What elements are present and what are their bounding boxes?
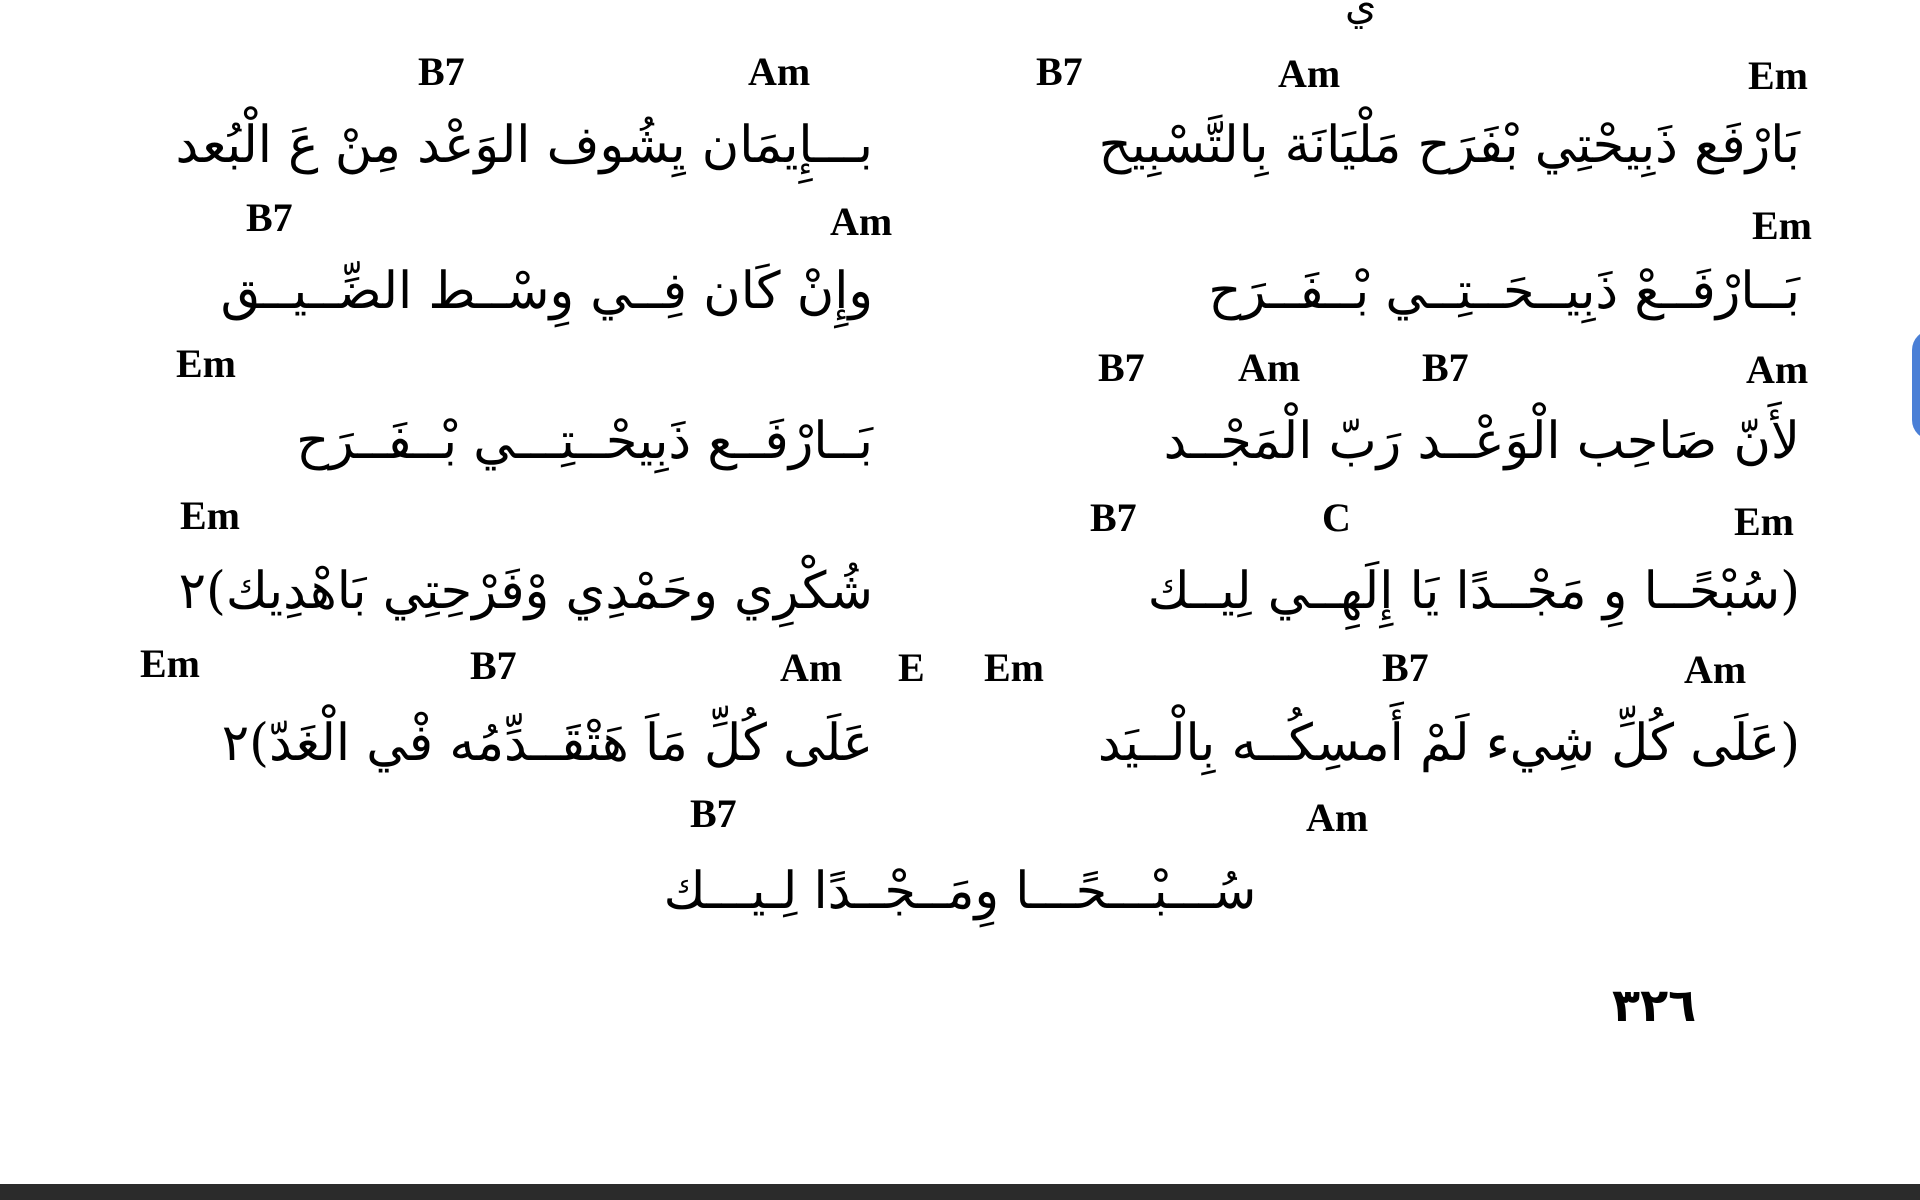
chord-label: B7 (1382, 645, 1429, 690)
chord-label: Am (748, 49, 811, 94)
lyric-line-4-right: (سُبْحًــا وِ مَجْــدًا يَا إِلَهِــي لِيــك (1147, 562, 1800, 621)
lyric-line-3-right: لأَنّ صَاحِب الْوَعْــد رَبّ الْمَجْــد (1163, 412, 1800, 471)
chord-label: Am (1238, 345, 1301, 390)
chord-label: Em (140, 641, 200, 686)
chord-label: Em (1748, 53, 1808, 98)
chord-label: B7 (1090, 495, 1137, 540)
lyric-line-2-left: وإِنْ كَان فِــي وِسْــط الضِّــيــق (220, 262, 873, 321)
chord-label: B7 (418, 49, 465, 94)
chord-label: E (898, 645, 925, 690)
chord-label: B7 (1036, 49, 1083, 94)
chord-label: Em (1734, 499, 1794, 544)
cut-off-top-text: ي (1345, 0, 1377, 29)
lyric-line-3-left: بَــارْفَــع ذَبِيحْــتِـــي بْــفَــرَح (296, 412, 873, 471)
chord-label: Em (176, 341, 236, 386)
chord-label: Am (1746, 347, 1809, 392)
chord-label: C (1322, 495, 1351, 540)
bottom-bar (0, 1184, 1920, 1200)
lyric-line-2-right: بَــارْفَــعْ ذَبِيــحَــتِــي بْــفَــرَح (1208, 262, 1800, 321)
chord-label: Am (1684, 647, 1747, 692)
lyric-line-5-left: عَلَى كُلِّ مَاَ هَتْقَــدِّمُه فْي الْغَدّ)٢ (221, 714, 873, 773)
chord-label: Em (984, 645, 1044, 690)
chord-label: Am (1306, 795, 1369, 840)
chord-label: Em (1752, 203, 1812, 248)
chord-label: Em (180, 493, 240, 538)
chord-label: B7 (690, 791, 737, 836)
side-panel-tab[interactable] (1912, 330, 1920, 440)
chord-label: B7 (470, 643, 517, 688)
chord-label: B7 (246, 195, 293, 240)
chord-label: Am (780, 645, 843, 690)
page-number: ٣٢٦ (1612, 978, 1697, 1032)
lyric-line-1-right: بَارْفَع ذَبِيحْتِي بْفَرَح مَلْيَانَة بِالتَّسْبِيح (1098, 116, 1800, 175)
chord-label: Am (1278, 51, 1341, 96)
chord-label: B7 (1422, 345, 1469, 390)
lyric-line-6-center: سُـــبْـــحًـــا وِمَــجْــدًا لِـيـــك (663, 862, 1257, 921)
chord-label: B7 (1098, 345, 1145, 390)
lyric-line-4-left: شُكْرِي وحَمْدِي وْفَرْحِتِي بَاهْدِيك)٢ (178, 562, 873, 621)
lyric-line-5-right: (عَلَى كُلِّ شِيء لَمْ أَمسِكُــه بِالْــيَد (1097, 714, 1800, 773)
lyric-line-1-left: بـــإِيمَان يِشُوف الوَعْد مِنْ عَ الْبُعد (175, 116, 873, 175)
chord-label: Am (830, 199, 893, 244)
